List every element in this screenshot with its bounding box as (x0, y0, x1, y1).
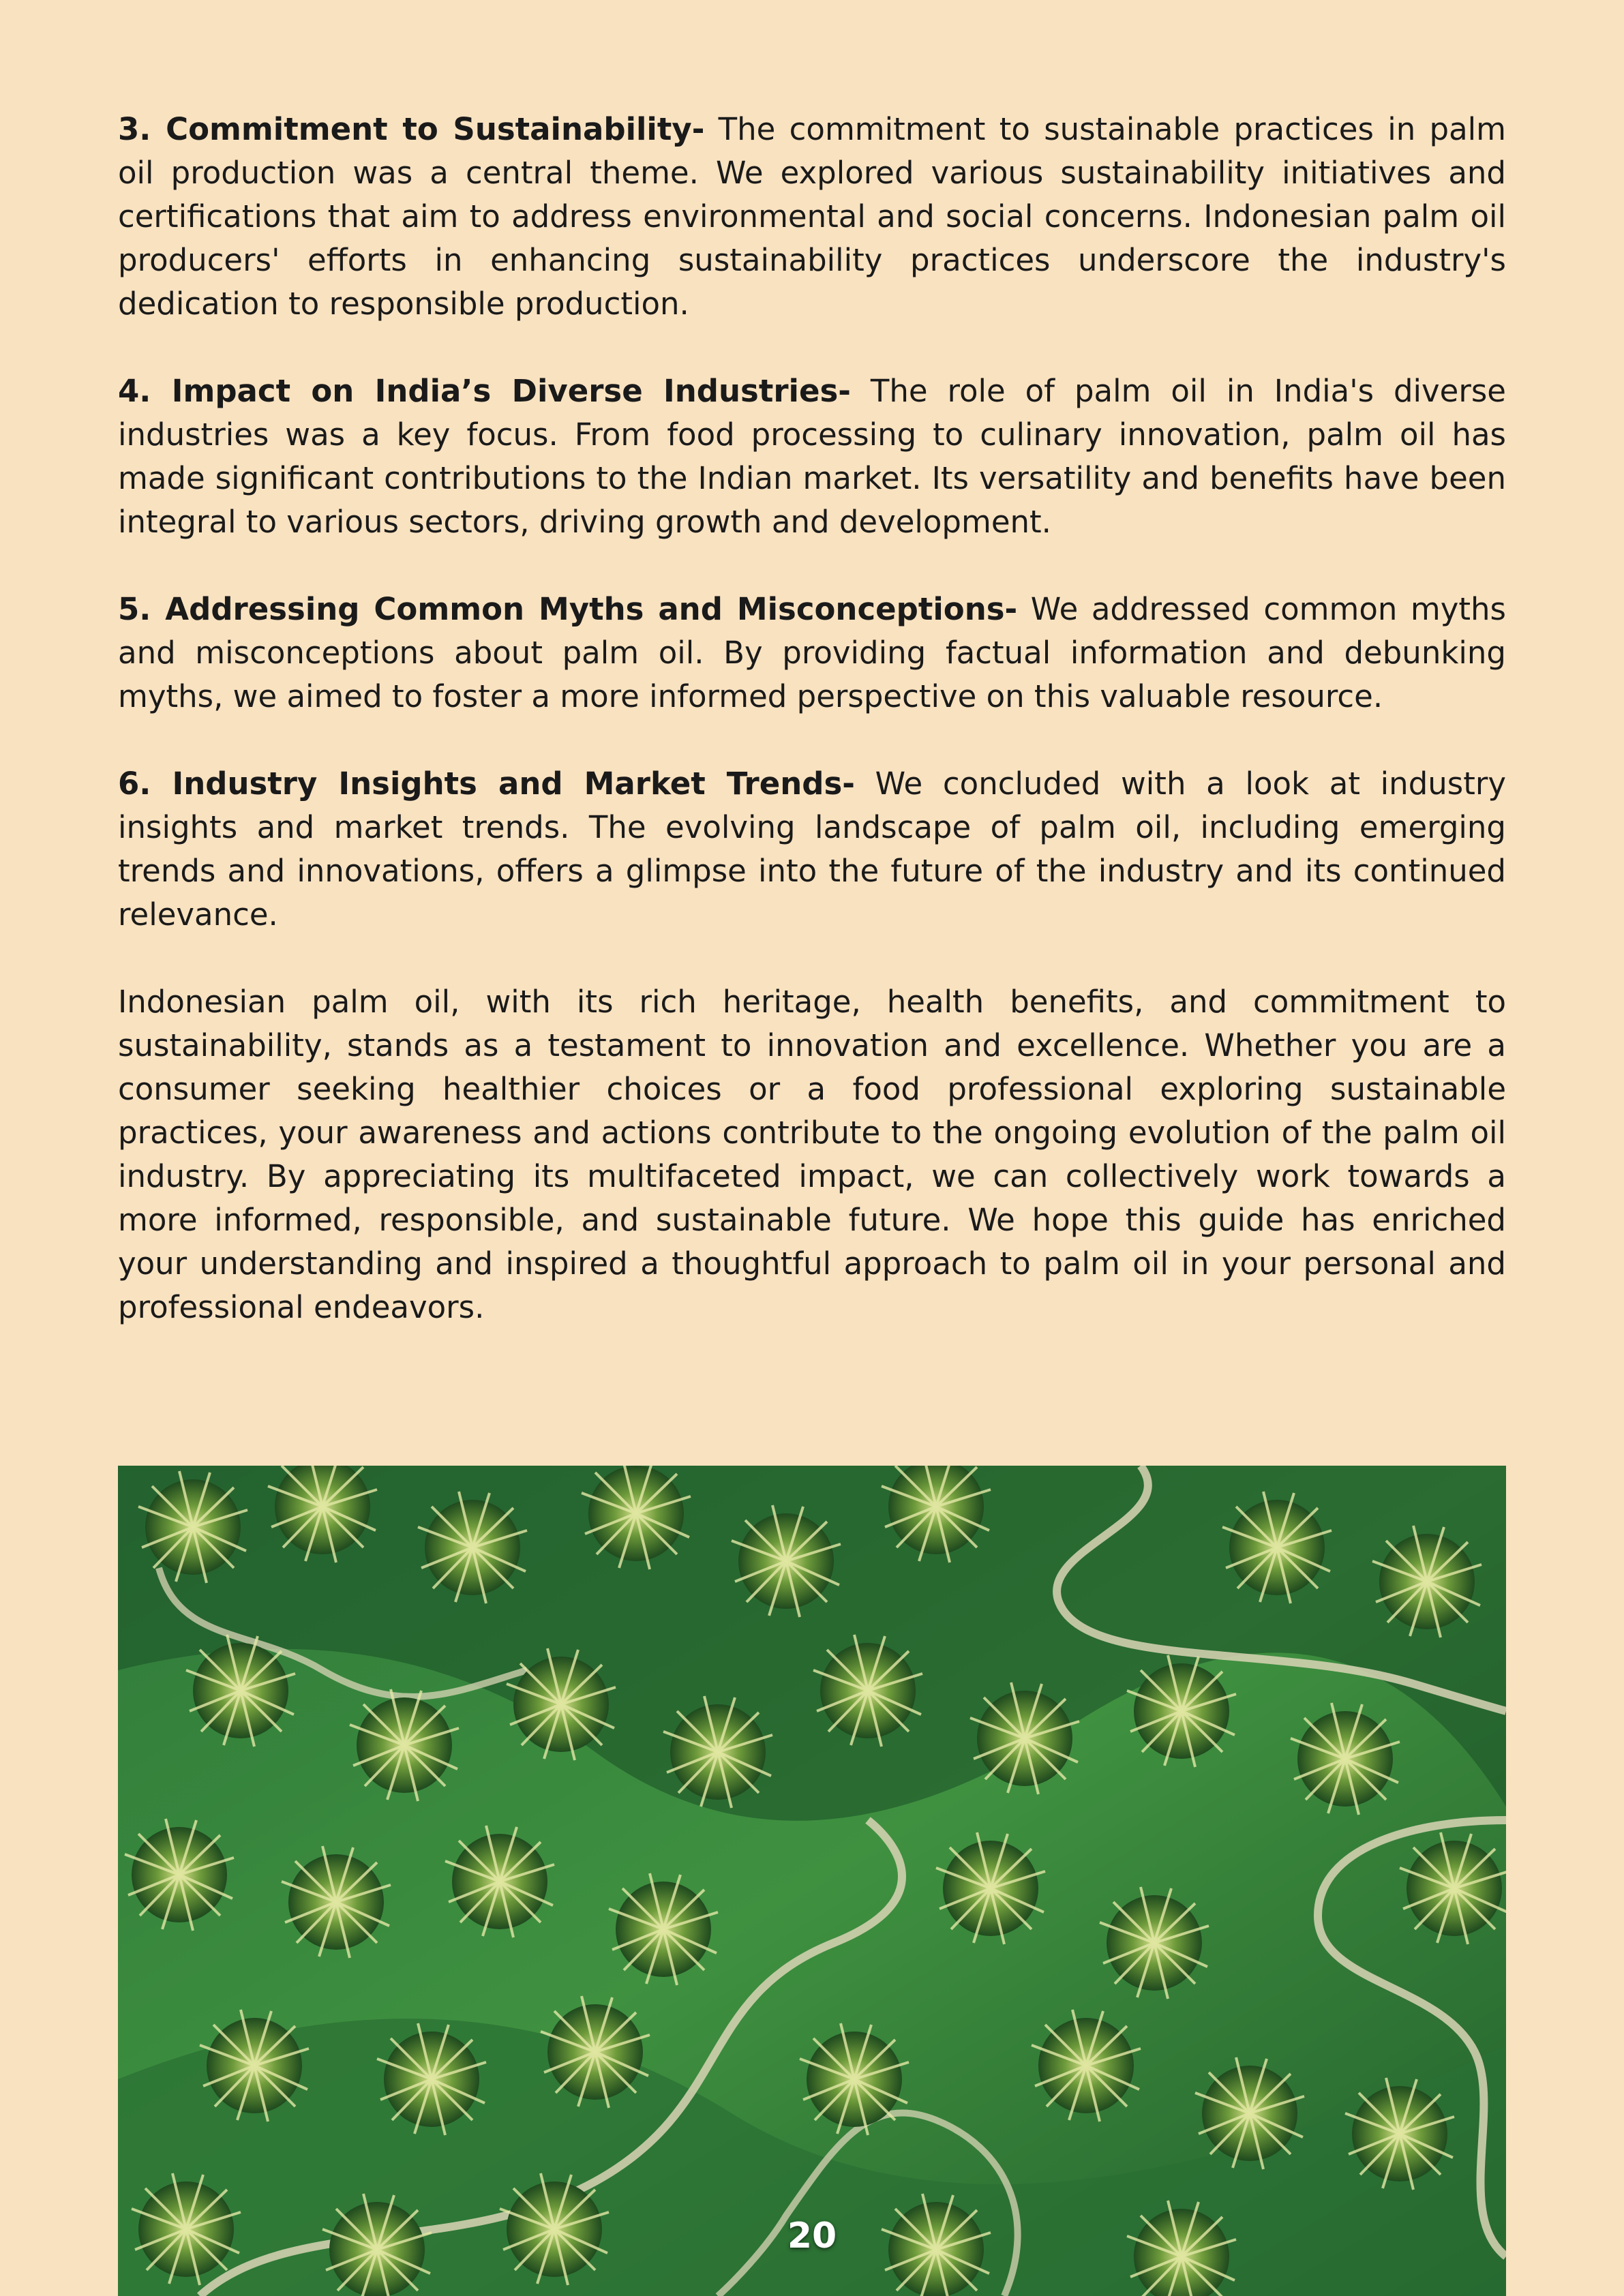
conclusion-paragraph: Indonesian palm oil, with its rich heritage, health benefits, and commitment to sustainability, stands as a testament to innovation and excellence. Whether you are a consumer seeking healthier choices or a food professional exploring sustainable practices, your awareness and actions contribute to the ongoing evolution of the palm oil industry. By appreciating its multifaceted impact, we can collectively work towards a more informed, responsible, and sustainable future. We hope this guide has enriched your understanding and inspired a thoughtful approach to palm oil in your personal and professional endeavors. (118, 984, 1506, 1325)
section-india-industries (118, 369, 1506, 544)
page-number: 20 (787, 2216, 837, 2256)
palm-plantation-illustration (118, 1466, 1506, 2296)
section-heading: 3. Commitment to Sustainability- (118, 111, 705, 147)
section-text: We addressed common myths and misconceptions about palm oil. By providing factual information and debunking myths, we aimed to foster a more informed perspective on this valuable resource. (118, 591, 1507, 714)
palm-plantation-photo (118, 1466, 1506, 2296)
section-heading: 4. Impact on India’s Diverse Industries- (118, 373, 851, 409)
section-market-trends (118, 762, 1506, 937)
section-heading: 6. Industry Insights and Market Trends- (118, 766, 855, 802)
section-heading: 5. Addressing Common Myths and Misconceptions- (118, 591, 1018, 627)
section-text: We concluded with a look at industry insights and market trends. The evolving landscape of palm oil, including emerging trends and innovations, offers a glimpse into the future of the industry and its continued relevance. (118, 766, 1507, 933)
section-text: The role of palm oil in India's diverse industries was a key focus. From food processing to culinary innovation, palm oil has made significant contributions to the Indian market. Its versatility and benefits have been integral to various sectors, driving growth and development. (118, 373, 1506, 540)
section-sustainability (118, 108, 1506, 326)
section-text: The commitment to sustainable practices in palm oil production was a central theme. We explored various sustainability initiatives and certifications that aim to address environmental and social concerns. Indonesian palm oil producers' efforts in enhancing sustainability practices underscore the industry's dedication to responsible production. (118, 111, 1506, 322)
section-myths (118, 588, 1506, 719)
document-body (118, 108, 1506, 1373)
